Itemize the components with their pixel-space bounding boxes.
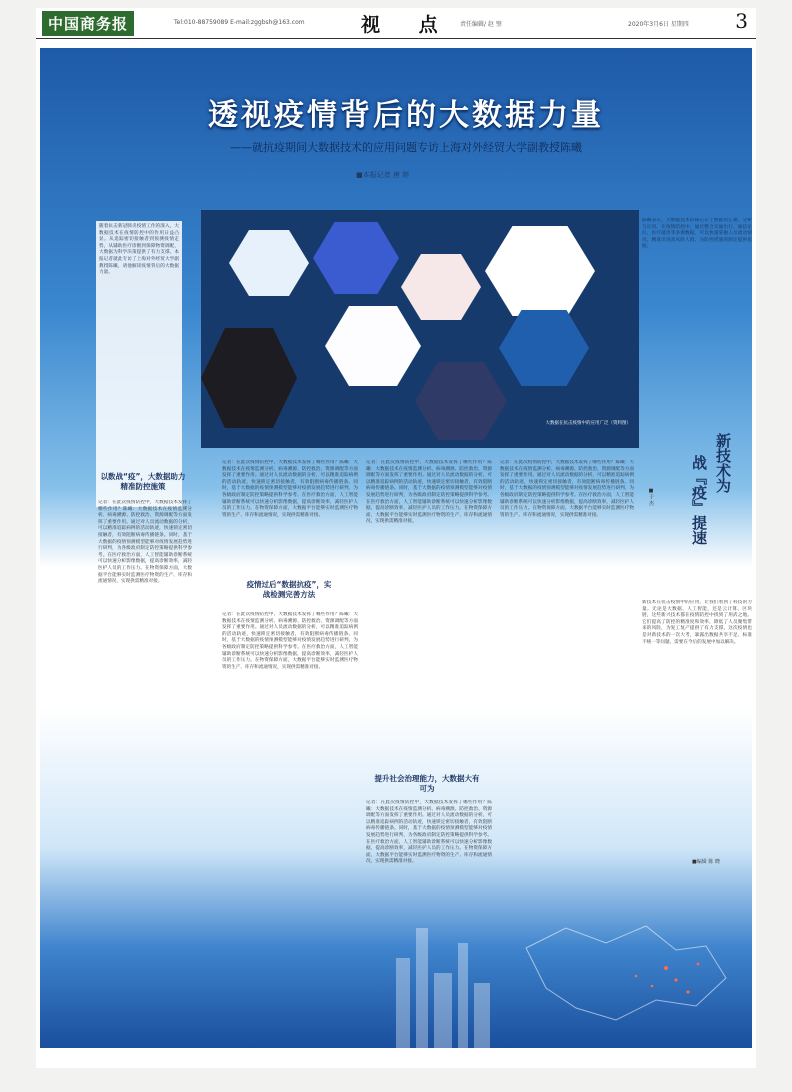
section-heading: 提升社会治理能力，大数据大有可为 <box>374 774 480 793</box>
hex-tile <box>313 222 399 294</box>
editor-credit: 责任编辑/ 赵 璧 <box>460 21 502 28</box>
side-title-line: 战『疫』提速 <box>690 455 708 545</box>
hex-tile <box>499 310 589 386</box>
hex-tile <box>229 230 309 296</box>
body-column: 记者：在此次疫情防控中，大数据技术发挥了哪些作用？陈曦：大数据技术在疫情监测分析、病毒溯源、防控救治、资源调配等方面发挥了重要作用。通过对人员流动数据的分析，可以精准追踪病例的活动轨迹，快速锁定密切接触者，有效阻断病毒传播链条。同时，基于大数据的疫情预测模型能够对疫情发展趋势进行研判，为各级政府制定防控策略提供科学参考。在医疗救治方面，人工智能辅助诊断系统可以快速分析影像数据，提高诊断效率，减轻医护人员的工作压力。在物资保障方面，大数据平台能够实时监测医疗物资的生产、库存和流通情况，实现供需精准对接。 <box>500 460 634 518</box>
hex-tile <box>201 328 297 428</box>
intro-text: 随着抗击新冠肺炎疫情工作的深入，大数据技术在疫情防控中的作用日益凸显。从追踪密切接触者到预测疫情走势，从辅助医疗诊断到保障物资调配，大数据为科学决策提供了有力支撑。本报记者就此专访了上海对外经贸大学副教授陈曦，请他解读疫情背后的大数据力量。 <box>96 221 182 507</box>
city-skyline-graphic <box>376 888 746 1048</box>
side-title-line: 新技术为 <box>714 433 732 493</box>
body-column: 记者：在此次疫情防控中，大数据技术发挥了哪些作用？陈曦：大数据技术在疫情监测分析、病毒溯源、防控救治、资源调配等方面发挥了重要作用。通过对人员流动数据的分析，可以精准追踪病例的活动轨迹，快速锁定密切接触者，有效阻断病毒传播链条。同时，基于大数据的疫情预测模型能够对疫情发展趋势进行研判，为各级政府制定防控策略提供科学参考。在医疗救治方面，人工智能辅助诊断系统可以快速分析影像数据，提高诊断效率，减轻医护人员的工作压力。在物资保障方面，大数据平台能够实时监测医疗物资的生产、库存和流通情况，实现供需精准对接。 <box>222 460 358 518</box>
contact-info: Tel:010-88759089 E-mail:zggbsh@163.com <box>174 19 305 26</box>
body-column: 记者：在此次疫情防控中，大数据技术发挥了哪些作用？陈曦：大数据技术在疫情监测分析、病毒溯源、防控救治、资源调配等方面发挥了重要作用。通过对人员流动数据的分析，可以精准追踪病例的活动轨迹，快速锁定密切接触者，有效阻断病毒传播链条。同时，基于大数据的疫情预测模型能够对疫情发展趋势进行研判，为各级政府制定防控策略提供科学参考。在医疗救治方面，人工智能辅助诊断系统可以快速分析影像数据，提高诊断效率，减轻医护人员的工作压力。在物资保障方面，大数据平台能够实时监测医疗物资的生产、库存和流通情况，实现供需精准对接。 <box>222 612 358 670</box>
subheadline: ——就抗疫期间大数据技术的应用问题专访上海对外经贸大学副教授陈曦 <box>230 141 582 154</box>
hex-tile <box>415 362 507 440</box>
newspaper-page <box>36 8 756 1068</box>
page-number: 3 <box>735 9 748 33</box>
hex-tile <box>401 254 481 320</box>
side-column: 新技术在抗击疫情中的应用，让我们看到了科技的力量。无论是大数据、人工智能，还是云计算、区块链，这些新兴技术都在疫情防控中找到了用武之地。它们提高了防控的精准度和效率，降低了人员聚集带来的风险，为复工复产提供了有力支撑。这次疫情也是对新技术的一次大考，暴露出数据共享不足、标准不统一等问题，需要在今后的发展中加以解决。 <box>642 600 752 645</box>
section-heading: 以数战“疫”，大数据助力精准防控施策 <box>100 472 186 491</box>
picture-caption: 大数据在抗击疫情中的应用广泛（资料图） <box>545 421 631 426</box>
byline: ■本报记者 唐 婷 <box>356 171 410 179</box>
body-column: 记者：在此次疫情防控中，大数据技术发挥了哪些作用？陈曦：大数据技术在疫情监测分析、病毒溯源、防控救治、资源调配等方面发挥了重要作用。通过对人员流动数据的分析，可以精准追踪病例的活动轨迹，快速锁定密切接触者，有效阻断病毒传播链条。同时，基于大数据的疫情预测模型能够对疫情发展趋势进行研判，为各级政府制定防控策略提供科学参考。在医疗救治方面，人工智能辅助诊断系统可以快速分析影像数据，提高诊断效率，减轻医护人员的工作压力。在物资保障方面，大数据平台能够实时监测医疗物资的生产、库存和流通情况，实现供需精准对接。 <box>98 500 192 585</box>
hex-tile <box>485 226 595 316</box>
bottom-author: ■编辑 陈 晓 <box>692 859 720 865</box>
masthead-logo: 中国商务报 <box>42 11 134 36</box>
right-intro-text: 陈曦表示，大数据技术的核心在于数据的汇聚、分析与应用。在疫情防控中，通过整合交通出行、通信定位、医疗就诊等多源数据，可以快速掌握人员流动情况，精准识别高风险人群，为防控措施的制定提供依据。 <box>642 218 752 250</box>
side-title <box>681 433 741 593</box>
headline: 透视疫情背后的大数据力量 <box>208 98 604 133</box>
illustration <box>201 210 639 448</box>
body-column: 记者：在此次疫情防控中，大数据技术发挥了哪些作用？陈曦：大数据技术在疫情监测分析、病毒溯源、防控救治、资源调配等方面发挥了重要作用。通过对人员流动数据的分析，可以精准追踪病例的活动轨迹，快速锁定密切接触者，有效阻断病毒传播链条。同时，基于大数据的疫情预测模型能够对疫情发展趋势进行研判，为各级政府制定防控策略提供科学参考。在医疗救治方面，人工智能辅助诊断系统可以快速分析影像数据，提高诊断效率，减轻医护人员的工作压力。在物资保障方面，大数据平台能够实时监测医疗物资的生产、库存和流通情况，实现供需精准对接。 <box>366 800 492 865</box>
section-heading: 疫情过后“数据抗疫”，实战检测完善方法 <box>246 580 332 599</box>
side-author: ■于 杰 <box>648 488 654 506</box>
page-header <box>36 8 756 39</box>
body-column: 记者：在此次疫情防控中，大数据技术发挥了哪些作用？陈曦：大数据技术在疫情监测分析、病毒溯源、防控救治、资源调配等方面发挥了重要作用。通过对人员流动数据的分析，可以精准追踪病例的活动轨迹，快速锁定密切接触者，有效阻断病毒传播链条。同时，基于大数据的疫情预测模型能够对疫情发展趋势进行研判，为各级政府制定防控策略提供科学参考。在医疗救治方面，人工智能辅助诊断系统可以快速分析影像数据，提高诊断效率，减轻医护人员的工作压力。在物资保障方面，大数据平台能够实时监测医疗物资的生产、库存和流通情况，实现供需精准对接。 <box>366 460 492 525</box>
hex-tile <box>325 306 421 386</box>
issue-date: 2020年3月6日 星期四 <box>628 21 689 28</box>
section-title: 视 点 <box>361 14 454 36</box>
